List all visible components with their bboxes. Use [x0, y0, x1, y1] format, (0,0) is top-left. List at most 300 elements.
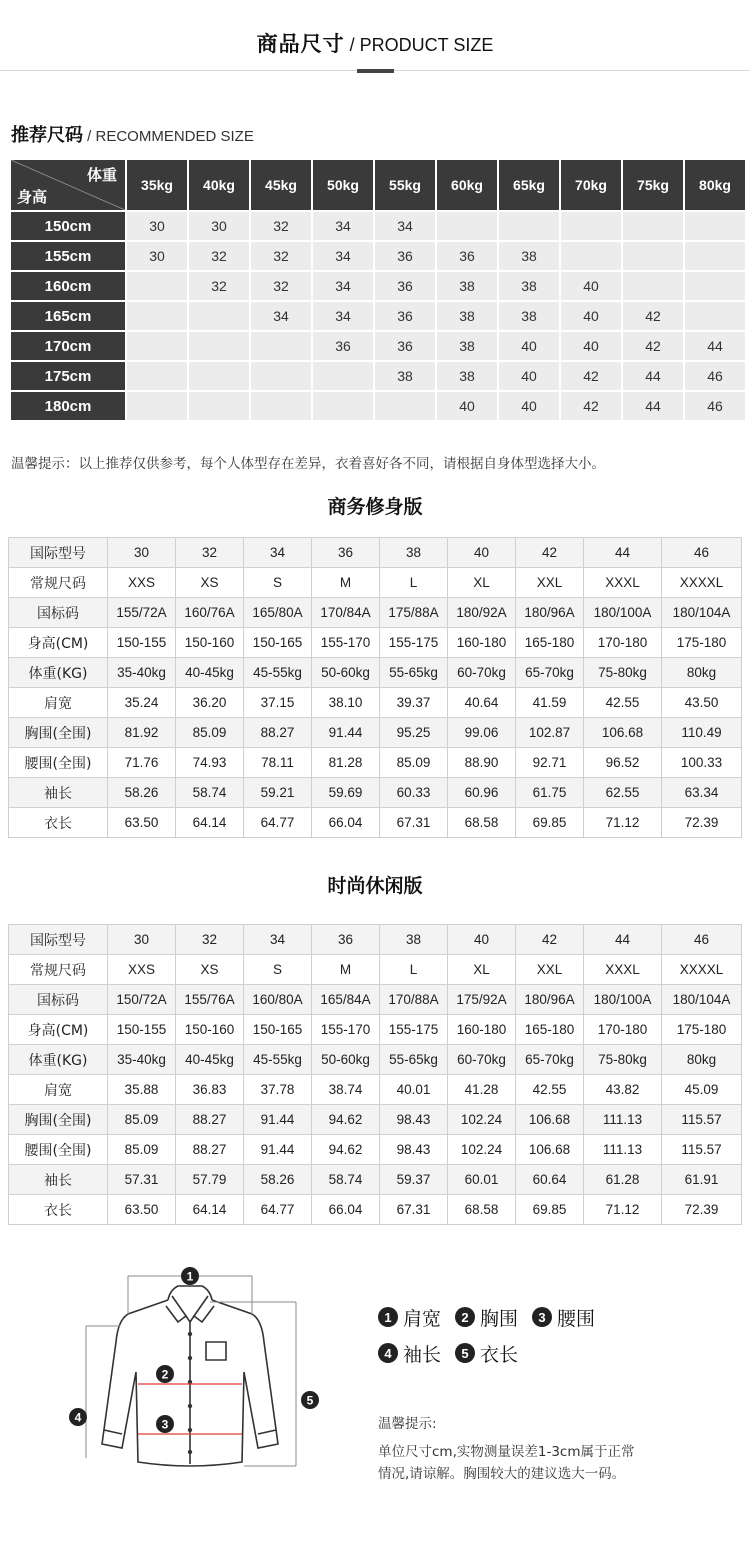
size-cell: 38	[437, 302, 497, 330]
size-cell: 160-180	[448, 1015, 516, 1045]
row-label: 袖长	[9, 1165, 108, 1195]
size-cell: 42.55	[516, 1075, 584, 1105]
size-cell: 40	[437, 392, 497, 420]
size-cell: 38.74	[312, 1075, 380, 1105]
row-label: 身高(CM)	[9, 1015, 108, 1045]
row-label: 衣长	[9, 1195, 108, 1225]
size-cell: 34	[313, 302, 373, 330]
size-cell: 45.09	[662, 1075, 742, 1105]
size-cell: 60.33	[380, 778, 448, 808]
size-cell: 38	[375, 362, 435, 390]
table-row	[11, 242, 745, 270]
size-cell: 35.88	[108, 1075, 176, 1105]
size-cell: 35-40kg	[108, 658, 176, 688]
size-cell: 44	[685, 332, 745, 360]
height-header: 165cm	[11, 302, 125, 330]
size-cell: 46	[662, 538, 742, 568]
business-slim-size-table	[8, 537, 742, 838]
size-cell: 85.09	[108, 1135, 176, 1165]
size-cell: 40	[499, 392, 559, 420]
size-cell: 40	[561, 272, 621, 300]
table-row	[9, 538, 742, 568]
legend-number-badge: 1	[378, 1307, 398, 1327]
size-cell: 175/88A	[380, 598, 448, 628]
size-cell: 67.31	[380, 808, 448, 838]
recommended-title-en: / RECOMMENDED SIZE	[83, 128, 254, 145]
size-cell: 38	[437, 332, 497, 360]
size-cell: 85.09	[380, 748, 448, 778]
size-cell	[685, 242, 745, 270]
size-cell: 71.12	[584, 808, 662, 838]
weight-header: 60kg	[437, 160, 497, 210]
row-label: 身高(CM)	[9, 628, 108, 658]
page-header	[0, 28, 750, 58]
row-label: 袖长	[9, 778, 108, 808]
size-cell: 38	[380, 925, 448, 955]
size-cell: 38	[437, 272, 497, 300]
size-cell: 100.33	[662, 748, 742, 778]
measurement-marker-1	[181, 1267, 199, 1285]
size-cell: 80kg	[662, 1045, 742, 1075]
table-row	[9, 1135, 742, 1165]
table-row	[9, 658, 742, 688]
size-cell: 40	[561, 302, 621, 330]
size-cell: 59.37	[380, 1165, 448, 1195]
row-label: 胸围(全围)	[9, 1105, 108, 1135]
legend-label: 肩宽	[403, 1307, 442, 1330]
weight-header: 40kg	[189, 160, 249, 210]
height-header: 170cm	[11, 332, 125, 360]
row-label: 腰围(全围)	[9, 1135, 108, 1165]
size-cell: 42.55	[584, 688, 662, 718]
size-cell: 40.01	[380, 1075, 448, 1105]
size-cell: 32	[189, 242, 249, 270]
recommended-tip: 温馨提示：以上推荐仅供参考，每个人体型存在差异，衣着喜好各不同，请根据自身体型选择大小。	[11, 456, 605, 472]
size-cell: 44	[584, 538, 662, 568]
size-cell: 58.26	[108, 778, 176, 808]
row-label: 肩宽	[9, 1075, 108, 1105]
size-cell: 40	[499, 362, 559, 390]
size-cell	[685, 272, 745, 300]
size-cell: 40.64	[448, 688, 516, 718]
size-cell: 81.92	[108, 718, 176, 748]
measurement-marker-2	[156, 1365, 174, 1383]
size-cell: 65-70kg	[516, 658, 584, 688]
size-cell: 155-170	[312, 628, 380, 658]
svg-text:5: 5	[306, 1393, 314, 1408]
size-cell: 160/76A	[176, 598, 244, 628]
size-cell: 40-45kg	[176, 1045, 244, 1075]
row-label: 腰围(全围)	[9, 748, 108, 778]
size-cell: 150-155	[108, 1015, 176, 1045]
size-cell: 67.31	[380, 1195, 448, 1225]
size-cell	[127, 332, 187, 360]
table-row	[9, 1075, 742, 1105]
size-cell: 98.43	[380, 1105, 448, 1135]
size-cell: 155/72A	[108, 598, 176, 628]
row-label: 国标码	[9, 985, 108, 1015]
size-cell	[189, 392, 249, 420]
size-cell: 170/88A	[380, 985, 448, 1015]
size-cell	[251, 392, 311, 420]
size-cell: 32	[176, 538, 244, 568]
size-cell: 36	[375, 302, 435, 330]
size-cell: 30	[108, 925, 176, 955]
svg-text:1: 1	[186, 1269, 194, 1284]
size-cell: 170/84A	[312, 598, 380, 628]
size-cell: 40	[448, 925, 516, 955]
size-cell	[685, 212, 745, 240]
size-cell: 63.50	[108, 808, 176, 838]
size-cell: 65-70kg	[516, 1045, 584, 1075]
note-title: 温馨提示:	[378, 1416, 437, 1432]
height-axis-label: 身高	[17, 188, 48, 206]
size-cell: 99.06	[448, 718, 516, 748]
size-cell: 165/80A	[244, 598, 312, 628]
size-cell: 80kg	[662, 658, 742, 688]
weight-header: 65kg	[499, 160, 559, 210]
size-cell: 111.13	[584, 1105, 662, 1135]
legend-item	[378, 1340, 441, 1367]
weight-header: 80kg	[685, 160, 745, 210]
height-header: 155cm	[11, 242, 125, 270]
row-label: 常规尺码	[9, 955, 108, 985]
weight-header: 35kg	[127, 160, 187, 210]
size-cell	[251, 362, 311, 390]
weight-axis-label: 体重	[86, 166, 117, 184]
size-cell: 180/104A	[662, 985, 742, 1015]
size-cell: 34	[313, 212, 373, 240]
size-cell: 88.27	[176, 1105, 244, 1135]
row-label: 国际型号	[9, 538, 108, 568]
size-cell: 44	[623, 362, 683, 390]
size-cell	[623, 242, 683, 270]
size-cell: 41.59	[516, 688, 584, 718]
size-cell: 96.52	[584, 748, 662, 778]
legend-item	[532, 1304, 595, 1331]
size-cell: 38	[380, 538, 448, 568]
size-cell	[623, 212, 683, 240]
measurement-legend	[378, 1302, 609, 1374]
size-cell: 91.44	[244, 1105, 312, 1135]
size-cell: 85.09	[176, 718, 244, 748]
size-cell: 91.44	[244, 1135, 312, 1165]
weight-header: 70kg	[561, 160, 621, 210]
size-cell: 170-180	[584, 1015, 662, 1045]
size-cell: 32	[251, 242, 311, 270]
size-cell: 74.93	[176, 748, 244, 778]
size-cell: 150/72A	[108, 985, 176, 1015]
size-cell: 32	[189, 272, 249, 300]
size-cell: 62.55	[584, 778, 662, 808]
size-cell	[251, 332, 311, 360]
size-cell: 60-70kg	[448, 1045, 516, 1075]
size-cell: 71.12	[584, 1195, 662, 1225]
size-cell: 98.43	[380, 1135, 448, 1165]
size-cell: 88.27	[244, 718, 312, 748]
size-cell: 72.39	[662, 808, 742, 838]
measurement-marker-4	[69, 1408, 87, 1426]
size-cell: XS	[176, 955, 244, 985]
weight-header: 45kg	[251, 160, 311, 210]
size-cell: 165/84A	[312, 985, 380, 1015]
size-cell: 81.28	[312, 748, 380, 778]
size-cell: 102.24	[448, 1135, 516, 1165]
size-cell: XXXXL	[662, 955, 742, 985]
row-label: 国际型号	[9, 925, 108, 955]
legend-number-badge: 2	[455, 1307, 475, 1327]
size-cell: 61.75	[516, 778, 584, 808]
size-cell: 91.44	[312, 718, 380, 748]
size-cell	[437, 212, 497, 240]
size-cell: 61.28	[584, 1165, 662, 1195]
table-row	[11, 392, 745, 420]
size-cell: 71.76	[108, 748, 176, 778]
size-cell: 115.57	[662, 1135, 742, 1165]
shirt-measurement-diagram	[60, 1262, 320, 1492]
table-corner-header	[11, 160, 125, 210]
size-cell: 40	[499, 332, 559, 360]
size-cell: 180/104A	[662, 598, 742, 628]
size-cell	[685, 302, 745, 330]
size-cell: 36	[312, 925, 380, 955]
size-cell: 30	[189, 212, 249, 240]
size-cell: 34	[313, 272, 373, 300]
size-cell	[561, 212, 621, 240]
size-cell: XXXL	[584, 955, 662, 985]
header-title-cn: 商品尺寸	[256, 32, 345, 56]
size-cell: 36	[312, 538, 380, 568]
size-cell: 42	[623, 302, 683, 330]
recommended-title	[11, 121, 254, 147]
size-cell: 38	[437, 362, 497, 390]
size-cell	[127, 392, 187, 420]
size-cell: 160-180	[448, 628, 516, 658]
size-cell: 43.50	[662, 688, 742, 718]
size-cell: 64.14	[176, 1195, 244, 1225]
size-cell: 43.82	[584, 1075, 662, 1105]
size-cell: 155-175	[380, 1015, 448, 1045]
size-cell: 50-60kg	[312, 1045, 380, 1075]
row-label: 常规尺码	[9, 568, 108, 598]
table-row	[11, 332, 745, 360]
size-cell: 180/100A	[584, 598, 662, 628]
height-header: 180cm	[11, 392, 125, 420]
size-cell: XXXL	[584, 568, 662, 598]
table-row	[9, 985, 742, 1015]
size-cell: 175-180	[662, 628, 742, 658]
size-cell: 36.20	[176, 688, 244, 718]
size-cell: 75-80kg	[584, 658, 662, 688]
size-cell	[189, 302, 249, 330]
size-cell: XXS	[108, 955, 176, 985]
size-cell: 39.37	[380, 688, 448, 718]
size-cell: 36	[313, 332, 373, 360]
size-cell: 34	[244, 538, 312, 568]
table-row	[9, 955, 742, 985]
size-cell: 32	[176, 925, 244, 955]
size-cell: 57.79	[176, 1165, 244, 1195]
size-cell: 32	[251, 212, 311, 240]
size-cell	[127, 272, 187, 300]
measurement-marker-3	[156, 1415, 174, 1433]
size-cell: 66.04	[312, 1195, 380, 1225]
legend-item	[378, 1304, 441, 1331]
size-cell: 44	[584, 925, 662, 955]
size-cell: 110.49	[662, 718, 742, 748]
size-cell: 36.83	[176, 1075, 244, 1105]
size-cell: 175-180	[662, 1015, 742, 1045]
size-cell: 59.21	[244, 778, 312, 808]
row-label: 国标码	[9, 598, 108, 628]
size-cell: 150-160	[176, 628, 244, 658]
size-cell	[189, 332, 249, 360]
size-cell: 102.24	[448, 1105, 516, 1135]
size-cell: L	[380, 955, 448, 985]
size-cell	[189, 362, 249, 390]
recommended-size-table	[9, 158, 747, 422]
table-row	[9, 1195, 742, 1225]
size-cell: 32	[251, 272, 311, 300]
size-cell: 160/80A	[244, 985, 312, 1015]
size-cell: 60.64	[516, 1165, 584, 1195]
size-cell: L	[380, 568, 448, 598]
size-cell: 35-40kg	[108, 1045, 176, 1075]
size-cell: 37.15	[244, 688, 312, 718]
note-line-2: 情况,请谅解。胸围较大的建议选大一码。	[378, 1466, 626, 1482]
size-cell	[623, 272, 683, 300]
size-cell: 36	[375, 242, 435, 270]
size-cell: 66.04	[312, 808, 380, 838]
size-cell: 35.24	[108, 688, 176, 718]
size-cell	[499, 212, 559, 240]
size-cell: 94.62	[312, 1135, 380, 1165]
weight-header: 50kg	[313, 160, 373, 210]
size-cell: 180/100A	[584, 985, 662, 1015]
size-cell: 150-160	[176, 1015, 244, 1045]
size-cell: 30	[127, 242, 187, 270]
size-cell	[561, 242, 621, 270]
size-cell: 64.14	[176, 808, 244, 838]
size-cell: 42	[516, 538, 584, 568]
size-cell: 38	[499, 302, 559, 330]
size-cell: 69.85	[516, 808, 584, 838]
size-cell: S	[244, 955, 312, 985]
measurement-marker-5	[301, 1391, 319, 1409]
height-header: 175cm	[11, 362, 125, 390]
size-cell: 165-180	[516, 628, 584, 658]
size-cell: 58.74	[176, 778, 244, 808]
size-cell: 38	[499, 272, 559, 300]
size-cell: 75-80kg	[584, 1045, 662, 1075]
size-cell: 37.78	[244, 1075, 312, 1105]
size-cell: 42	[623, 332, 683, 360]
size-cell: 150-165	[244, 628, 312, 658]
size-cell	[375, 392, 435, 420]
row-label: 肩宽	[9, 688, 108, 718]
size-cell: 63.34	[662, 778, 742, 808]
size-cell: 57.31	[108, 1165, 176, 1195]
size-cell: 180/96A	[516, 985, 584, 1015]
table-row	[9, 628, 742, 658]
row-label: 胸围(全围)	[9, 718, 108, 748]
table-row	[9, 568, 742, 598]
size-cell: 88.90	[448, 748, 516, 778]
legend-number-badge: 3	[532, 1307, 552, 1327]
table-row	[9, 1165, 742, 1195]
size-cell: XL	[448, 955, 516, 985]
table-row	[11, 362, 745, 390]
size-cell: 46	[685, 362, 745, 390]
svg-text:2: 2	[161, 1367, 169, 1382]
legend-item	[455, 1304, 518, 1331]
size-cell: 64.77	[244, 1195, 312, 1225]
size-cell: 40	[561, 332, 621, 360]
size-cell	[127, 362, 187, 390]
size-cell: 55-65kg	[380, 1045, 448, 1075]
size-cell: 72.39	[662, 1195, 742, 1225]
size-cell	[313, 392, 373, 420]
size-cell: 58.26	[244, 1165, 312, 1195]
size-cell: XXS	[108, 568, 176, 598]
measurement-note	[378, 1413, 635, 1485]
size-cell: S	[244, 568, 312, 598]
height-header: 150cm	[11, 212, 125, 240]
table-row	[9, 718, 742, 748]
size-cell: 40-45kg	[176, 658, 244, 688]
size-cell: XXXXL	[662, 568, 742, 598]
size-cell: 92.71	[516, 748, 584, 778]
size-cell: 111.13	[584, 1135, 662, 1165]
table-row	[9, 778, 742, 808]
size-cell: 180/96A	[516, 598, 584, 628]
header-title-en: / PRODUCT SIZE	[344, 35, 494, 55]
size-cell: 55-65kg	[380, 658, 448, 688]
size-cell: 38	[499, 242, 559, 270]
size-cell: 59.69	[312, 778, 380, 808]
size-cell: 45-55kg	[244, 1045, 312, 1075]
table-row	[9, 808, 742, 838]
size-cell: 88.27	[176, 1135, 244, 1165]
size-cell: 34	[244, 925, 312, 955]
size-cell: 60-70kg	[448, 658, 516, 688]
size-cell: 42	[561, 392, 621, 420]
size-cell: 45-55kg	[244, 658, 312, 688]
svg-text:4: 4	[74, 1410, 82, 1425]
business-slim-title: 商务修身版	[327, 496, 423, 518]
size-cell: 115.57	[662, 1105, 742, 1135]
size-cell: 106.68	[516, 1135, 584, 1165]
size-cell: 34	[251, 302, 311, 330]
size-cell: 150-155	[108, 628, 176, 658]
table-row	[9, 748, 742, 778]
size-cell: 60.01	[448, 1165, 516, 1195]
size-cell: 34	[375, 212, 435, 240]
legend-label: 衣长	[480, 1343, 519, 1366]
size-cell: XL	[448, 568, 516, 598]
table-row	[9, 1105, 742, 1135]
size-cell: XXL	[516, 568, 584, 598]
row-label: 体重(KG)	[9, 658, 108, 688]
size-cell: 63.50	[108, 1195, 176, 1225]
legend-label: 腰围	[557, 1307, 596, 1330]
size-cell: 155-170	[312, 1015, 380, 1045]
size-cell: 106.68	[584, 718, 662, 748]
height-header: 160cm	[11, 272, 125, 300]
size-cell: 165-180	[516, 1015, 584, 1045]
legend-label: 胸围	[480, 1307, 519, 1330]
table-row	[11, 302, 745, 330]
